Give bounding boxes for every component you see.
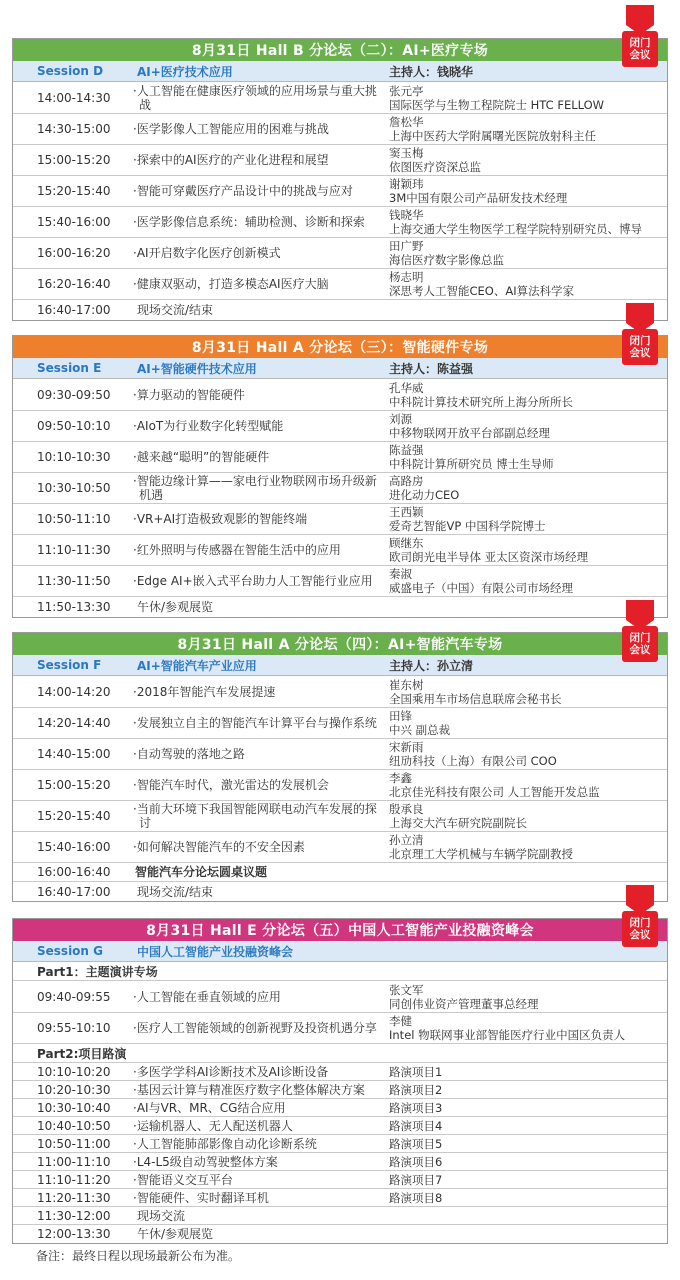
roadshow-project: 路演项目7 (389, 1172, 443, 1187)
schedule-row (13, 863, 667, 882)
row-time: 10:20-10:30 (37, 1082, 111, 1097)
speaker-name: 孔华威 (389, 380, 424, 395)
row-title: ·智能语义交互平台 (133, 1172, 233, 1187)
tag-line-2: 会议 (629, 644, 651, 656)
schedule-row (13, 1153, 667, 1171)
session-host: 主持人：钱晓华 (389, 64, 474, 79)
session-host: 主持人：孙立清 (389, 658, 474, 673)
row-time: 10:10-10:20 (37, 1064, 111, 1079)
row-title: ·探索中的AI医疗的产业化进程和展望 (133, 153, 329, 167)
row-time: 16:00-16:40 (37, 865, 111, 879)
row-time: 10:10-10:30 (37, 450, 111, 464)
speaker-affiliation: 同创伟业资产管理董事总经理 (389, 996, 539, 1011)
row-time: 14:00-14:30 (37, 90, 111, 105)
speaker-affiliation: 中科院计算技术研究所上海分所所长 (389, 394, 573, 409)
schedule-row (13, 1135, 667, 1153)
roadshow-project: 路演项目3 (389, 1100, 443, 1115)
row-time: 11:20-11:30 (37, 1190, 111, 1205)
row-title: 午休/参观展览 (137, 1227, 214, 1241)
row-title: ·AIoT为行业数字化转型赋能 (133, 419, 284, 433)
row-time: 14:30-15:00 (37, 122, 111, 136)
session-topic: AI+智能汽车产业应用 (137, 658, 257, 673)
row-title: ·AI开启数字化医疗创新模式 (133, 246, 281, 260)
tag-line-2: 会议 (629, 49, 651, 61)
session-topic: 中国人工智能产业投融资峰会 (137, 944, 294, 959)
row-title: ·发展独立自主的智能汽车计算平台与操作系统 (133, 716, 377, 730)
schedule-row (13, 504, 667, 535)
speaker-name: 王西颖 (389, 505, 424, 519)
row-title: ·智能汽车时代，激光雷达的发展机会 (133, 778, 329, 792)
tag-line-1: 闭门 (629, 37, 651, 49)
row-title: ·多医学学科AI诊断技术及AI诊断设备 (133, 1064, 329, 1079)
row-title: ·人工智能在健康医疗领域的应用场景与重大挑战 (133, 83, 377, 112)
row-time: 11:30-11:50 (37, 574, 111, 588)
schedule-row (13, 1117, 667, 1135)
row-title: ·健康双驱动，打造多模态AI医疗大脑 (133, 277, 329, 291)
speaker-affiliation: 威盛电子（中国）有限公司市场经理 (389, 581, 573, 595)
closed-meeting-tag (622, 600, 658, 662)
row-title: ·医学影像人工智能应用的困难与挑战 (133, 122, 329, 136)
part-title: Part1：主题演讲专场 (37, 964, 158, 979)
speaker-affiliation: 进化动力CEO (389, 488, 460, 502)
tag-line-1: 闭门 (629, 917, 651, 929)
roadshow-project: 路演项目2 (389, 1082, 443, 1097)
schedule-row (13, 1207, 667, 1225)
speaker-affiliation: 中移物联网开放平台部副总经理 (389, 426, 550, 440)
row-title: ·医疗人工智能领域的创新视野及投资机遇分享 (133, 1021, 377, 1035)
closed-meeting-tag (622, 303, 658, 365)
speaker-affiliation: 依图医疗资深总监 (389, 160, 481, 174)
schedule-row (13, 676, 667, 708)
row-title: 现场交流/结束 (137, 884, 214, 899)
session-label: Session F (37, 658, 102, 672)
forum-section-2 (12, 38, 668, 321)
session-label: Session G (37, 944, 103, 958)
tag-line-1: 闭门 (629, 335, 651, 347)
row-title: ·智能硬件、实时翻译耳机 (133, 1190, 269, 1205)
schedule-row (13, 770, 667, 801)
speaker-name: 窦玉梅 (389, 146, 424, 160)
schedule-row (13, 207, 667, 238)
row-title: ·人工智能在垂直领域的应用 (133, 989, 281, 1004)
roadshow-project: 路演项目5 (389, 1136, 443, 1151)
schedule-row (13, 269, 667, 300)
forum-section-5 (12, 918, 668, 1244)
row-time: 16:40-17:00 (37, 884, 111, 899)
session-label: Session D (37, 64, 104, 78)
forum-section-4 (12, 632, 668, 902)
schedule-row (13, 1013, 667, 1044)
schedule-row (13, 238, 667, 269)
row-title: 午休/参观展览 (137, 600, 214, 614)
session-bar (13, 941, 667, 962)
speaker-affiliation: 上海中医药大学附属曙光医院放射科主任 (389, 129, 596, 143)
schedule-row (13, 882, 667, 901)
section-title: 8月31日 Hall B 分论坛（二）：AI+医疗专场 (191, 43, 489, 59)
schedule-row (13, 597, 667, 617)
footnote: 备注：最终日程以现场最新公布为准。 (36, 1249, 241, 1263)
row-title: ·VR+AI打造极致观影的智能终端 (133, 512, 308, 526)
speaker-name: 李鑫 (389, 771, 412, 785)
roadshow-project: 路演项目6 (389, 1154, 443, 1169)
speaker-name: 谢颖玮 (389, 177, 424, 191)
speaker-affiliation: 北京理工大学机械与车辆学院副教授 (389, 847, 573, 861)
row-time: 09:40-09:55 (37, 989, 111, 1004)
schedule-row (13, 1171, 667, 1189)
schedule-row (13, 1225, 667, 1243)
part-title: Part2:项目路演 (37, 1046, 127, 1061)
speaker-name: 宋新雨 (389, 740, 424, 754)
row-time: 15:00-15:20 (37, 778, 111, 792)
speaker-name: 钱晓华 (389, 208, 424, 222)
row-title: ·越来越“聪明”的智能硬件 (133, 450, 270, 464)
row-time: 16:00-16:20 (37, 246, 111, 260)
row-title: ·如何解决智能汽车的不安全因素 (133, 840, 305, 854)
row-title: ·人工智能肺部影像自动化诊断系统 (133, 1136, 317, 1151)
session-bar (13, 61, 667, 82)
speaker-affiliation: 全国乘用车市场信息联席会秘书长 (389, 691, 562, 706)
schedule-row (13, 1189, 667, 1207)
roadshow-project: 路演项目4 (389, 1118, 443, 1133)
roadshow-project: 路演项目1 (389, 1064, 443, 1079)
schedule-row (13, 82, 667, 114)
schedule-row (13, 1081, 667, 1099)
row-time: 15:40-16:00 (37, 215, 111, 229)
schedule-row (13, 411, 667, 442)
schedule-row (13, 114, 667, 145)
session-label: Session E (37, 361, 102, 375)
speaker-affiliation: 上海交大汽车研究院副院长 (389, 816, 527, 830)
schedule-row (13, 981, 667, 1013)
session-topic: AI+医疗技术应用 (137, 64, 233, 79)
session-bar (13, 655, 667, 676)
row-time: 11:10-11:20 (37, 1172, 111, 1187)
row-time: 15:20-15:40 (37, 184, 111, 198)
speaker-affiliation: 3M中国有限公司产品研发技术经理 (389, 191, 568, 205)
speaker-affiliation: 上海交通大学生物医学工程学院特别研究员、博导 (389, 222, 642, 236)
session-bar (13, 358, 667, 379)
speaker-name: 田广野 (389, 239, 424, 253)
schedule-row (13, 379, 667, 411)
schedule-row (13, 708, 667, 739)
schedule-row (13, 1099, 667, 1117)
speaker-affiliation: 中科院计算所研究员 博士生导师 (389, 457, 554, 471)
tag-line-2: 会议 (629, 929, 651, 941)
row-time: 10:50-11:00 (37, 1136, 111, 1151)
schedule-row (13, 801, 667, 832)
row-title: ·2018年智能汽车发展提速 (133, 684, 276, 699)
section-header (13, 336, 667, 358)
speaker-affiliation: 深思考人工智能CEO、AI算法科学家 (389, 284, 575, 298)
speaker-affiliation: 纽劢科技（上海）有限公司 COO (389, 754, 557, 768)
speaker-affiliation: 海信医疗数字影像总监 (389, 253, 504, 267)
row-title: 现场交流/结束 (137, 303, 214, 317)
schedule-row (13, 145, 667, 176)
schedule-row (13, 473, 667, 504)
row-time: 09:50-10:10 (37, 419, 111, 433)
row-title: ·基因云计算与精准医疗数字化整体解决方案 (133, 1082, 365, 1097)
speaker-affiliation: 国际医学与生物工程院院士 HTC FELLOW (389, 97, 605, 112)
speaker-name: 陈益强 (389, 443, 424, 457)
speaker-name: 李健 (389, 1014, 412, 1028)
row-time: 09:30-09:50 (37, 387, 111, 402)
row-time: 11:10-11:30 (37, 543, 111, 557)
row-title: ·当前大环境下我国智能网联电动汽车发展的探讨 (133, 802, 377, 830)
row-time: 14:00-14:20 (37, 684, 111, 699)
row-time: 14:20-14:40 (37, 716, 111, 730)
row-title: ·智能边缘计算——家电行业物联网市场升级新机遇 (133, 474, 377, 502)
speaker-name: 杨志明 (389, 270, 424, 284)
row-time: 11:30-12:00 (37, 1208, 111, 1223)
speaker-name: 詹松华 (389, 115, 424, 129)
speaker-affiliation: 北京佳光科技有限公司 人工智能开发总监 (389, 785, 600, 799)
schedule-row (13, 566, 667, 597)
section-header (13, 39, 667, 61)
session-host: 主持人：陈益强 (389, 361, 474, 376)
speaker-name: 高路房 (389, 474, 424, 488)
row-time: 16:20-16:40 (37, 277, 111, 291)
schedule-row (13, 739, 667, 770)
speaker-name: 崔东树 (389, 677, 424, 692)
row-title: ·Edge AI+嵌入式平台助力人工智能行业应用 (133, 574, 373, 588)
roadshow-project: 路演项目8 (389, 1190, 443, 1205)
row-time: 10:50-11:10 (37, 512, 111, 526)
speaker-affiliation: 欧司朗光电半导体 亚太区资深市场经理 (389, 550, 589, 564)
closed-meeting-tag (622, 885, 658, 947)
speaker-name: 顾继东 (389, 536, 424, 550)
row-time: 12:00-13:30 (37, 1227, 111, 1241)
section-title: 8月31日 Hall E 分论坛（五）中国人工智能产业投融资峰会 (146, 923, 534, 939)
row-title: ·算力驱动的智能硬件 (133, 387, 245, 402)
section-header (13, 633, 667, 655)
row-time: 15:20-15:40 (37, 809, 111, 823)
schedule-row (13, 535, 667, 566)
row-time: 11:00-11:10 (37, 1154, 111, 1169)
speaker-name: 张元亭 (389, 83, 424, 98)
tag-line-2: 会议 (629, 347, 651, 359)
row-title: ·运输机器人、无人配送机器人 (133, 1118, 293, 1133)
forum-section-3 (12, 335, 668, 618)
speaker-affiliation: Intel 物联网事业部智能医疗行业中国区负责人 (389, 1028, 626, 1042)
schedule-row (13, 832, 667, 863)
row-title: ·医学影像信息系统：辅助检测、诊断和探索 (133, 215, 365, 229)
row-time: 16:40-17:00 (37, 303, 111, 317)
part-heading (13, 962, 667, 981)
row-title: ·AI与VR、MR、CG结合应用 (133, 1100, 286, 1115)
row-title: ·L4-L5级自动驾驶整体方案 (133, 1154, 278, 1169)
row-title: ·自动驾驶的落地之路 (133, 747, 245, 761)
speaker-name: 殷承良 (389, 802, 424, 816)
row-title: 智能汽车分论坛圆桌议题 (135, 865, 268, 879)
schedule-row (13, 442, 667, 473)
speaker-affiliation: 中兴 副总裁 (389, 723, 451, 737)
session-topic: AI+智能硬件技术应用 (137, 361, 257, 376)
speaker-affiliation: 爱奇艺智能VP 中国科学院博士 (389, 519, 546, 533)
row-time: 15:00-15:20 (37, 153, 111, 167)
row-title: ·红外照明与传感器在智能生活中的应用 (133, 543, 341, 557)
row-time: 14:40-15:00 (37, 747, 111, 761)
schedule-row (13, 176, 667, 207)
schedule-row (13, 300, 667, 320)
section-header (13, 919, 667, 941)
speaker-name: 田锋 (389, 709, 412, 723)
speaker-name: 张文军 (389, 982, 424, 997)
row-time: 11:50-13:30 (37, 600, 111, 614)
speaker-name: 刘源 (389, 412, 412, 426)
row-title: 现场交流 (137, 1208, 186, 1223)
row-time: 10:40-10:50 (37, 1118, 111, 1133)
row-time: 09:55-10:10 (37, 1021, 111, 1035)
closed-meeting-tag (622, 5, 658, 67)
row-time: 10:30-10:50 (37, 481, 111, 495)
section-title: 8月31日 Hall A 分论坛（四）：AI+智能汽车专场 (177, 637, 503, 653)
row-time: 15:40-16:00 (37, 840, 111, 854)
section-title: 8月31日 Hall A 分论坛（三）：智能硬件专场 (191, 340, 489, 356)
schedule-row (13, 1063, 667, 1081)
row-time: 10:30-10:40 (37, 1100, 111, 1115)
speaker-name: 秦淑 (389, 567, 412, 581)
speaker-name: 孙立清 (389, 833, 424, 847)
tag-line-1: 闭门 (629, 632, 651, 644)
row-title: ·智能可穿戴医疗产品设计中的挑战与应对 (133, 184, 353, 198)
part-heading (13, 1044, 667, 1063)
